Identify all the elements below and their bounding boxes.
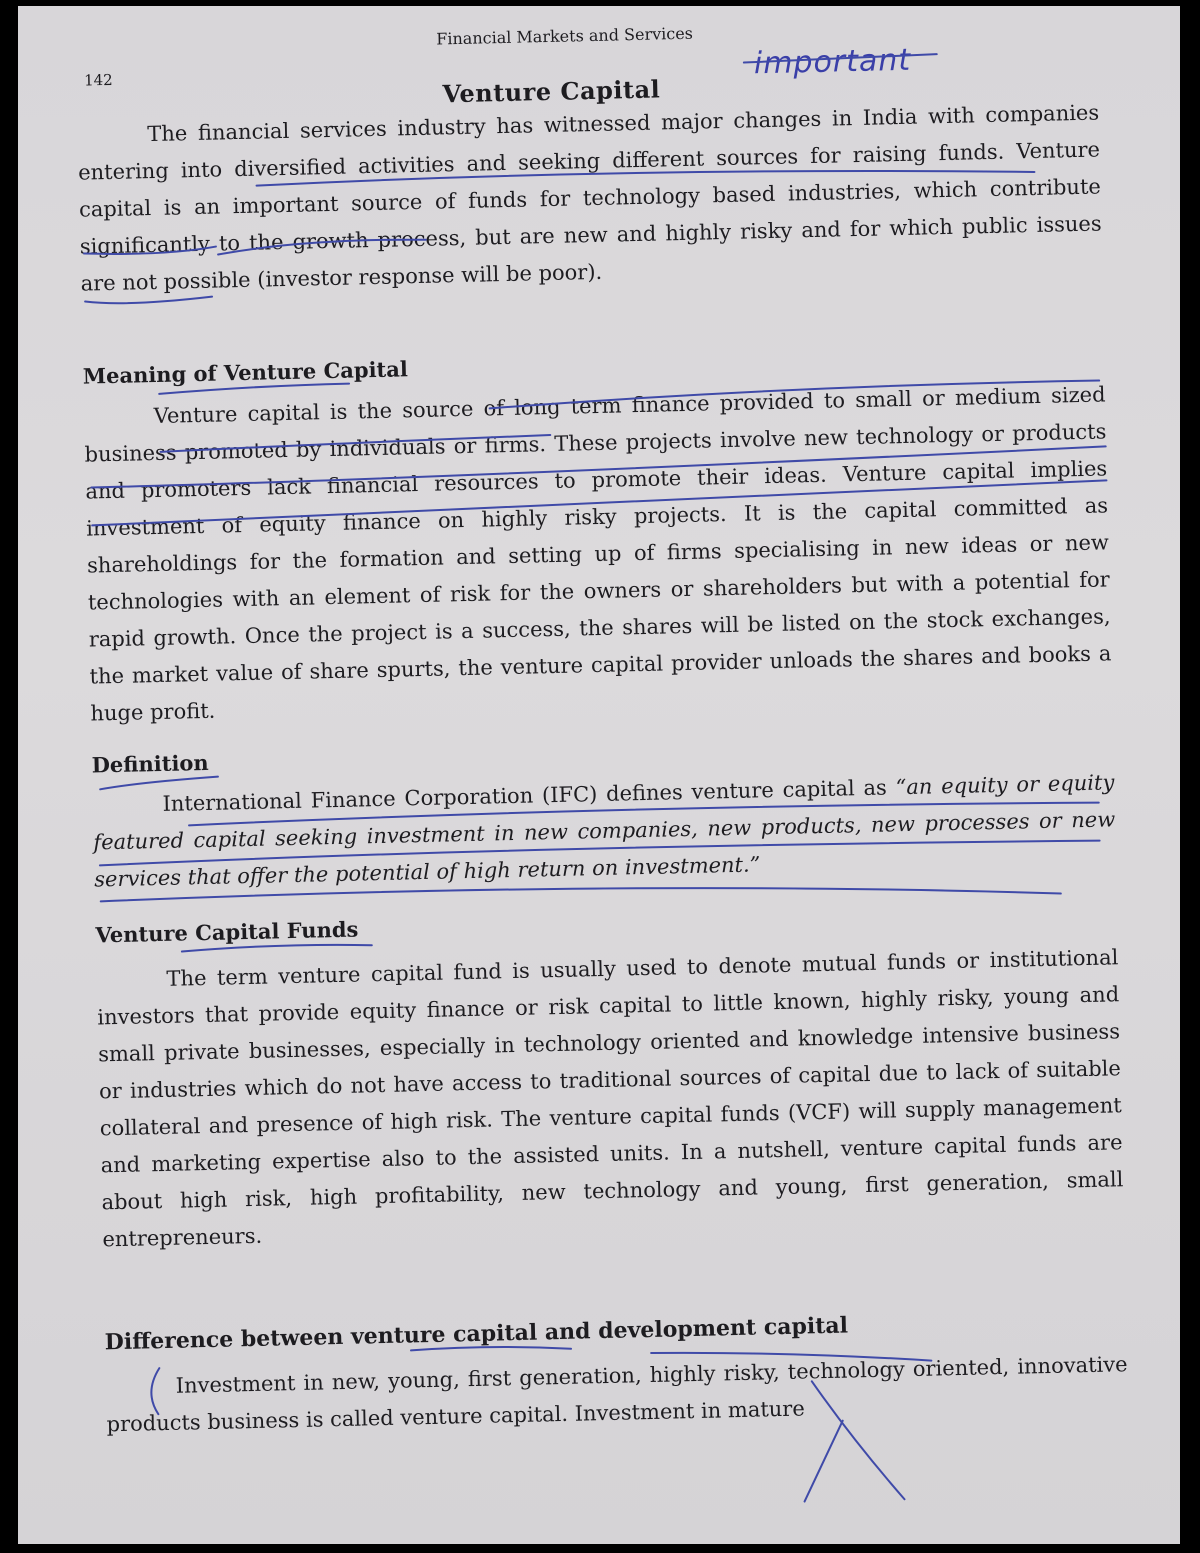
heading-meaning: Meaning of Venture Capital — [82, 356, 409, 389]
intro-paragraph: The financial services industry has witnessed major changes in India with companies entering into diversified activities and seeking different sources for raising funds. Venture capital is an important source of funds for technology based industries, which contribute significantly to the growth process, but are new and highly risky and for which public issues are not possible (investor response will be poor). — [77, 100, 1102, 296]
heading-difference: Difference between venture capital and development capital — [104, 1312, 849, 1356]
page-number: 142 — [83, 70, 113, 90]
definition-quote: “an equity or equity featured capital seeking investment in new companies, new products, new processes or new services that offer the potential of high return on investment.” — [93, 770, 1116, 892]
difference-paragraph: Investment in new, young, first generation, highly risky, technology oriented, innovative products business is called venture capital. Investment in mature — [106, 1352, 1128, 1437]
page-content — [18, 6, 1180, 1544]
handwritten-note: important — [753, 42, 912, 82]
document-page — [18, 6, 1180, 1544]
definition-lead: International Finance Corporation (IFC) defines venture capital as — [162, 775, 896, 816]
meaning-paragraph: Venture capital is the source of long term finance provided to small or medium sized business promoted by individuals or firms. These projects involve new technology or products and promoters lack financial resources to promote their ideas. Venture capital implies investment of equity finance on highly risky projects. It is the capital committed as shareholdings for the formation and setting up of firms specialising in new ideas or new technologies with an element of risk for the owners or shareholders but with a potential for rapid growth. Once the project is a success, the shares will be listed on the stock exchanges, the market value of share spurts, the venture capital provider unloads the shares and books a huge profit. — [84, 382, 1112, 726]
heading-funds: Venture Capital Funds — [95, 916, 359, 948]
page-title: Venture Capital — [442, 74, 661, 109]
funds-paragraph: The term venture capital fund is usually used to denote mutual funds or institutional investors that provide equity finance or risk capital to little known, highly risky, young and small private businesses, especially in technology oriented and knowledge intensive business or industries which do not have access to traditional sources of capital due to lack of suitable collateral and presence of high risk. The venture capital funds (VCF) will supply management and marketing expertise also to the assisted units. In a nutshell, venture capital funds are about high risk, high profitability, new technology and young, first generation, small entrepreneurs. — [97, 945, 1124, 1252]
heading-definition: Definition — [91, 749, 209, 778]
ink-cross — [803, 1421, 845, 1502]
running-head: Financial Markets and Services — [436, 23, 694, 49]
definition-paragraph — [92, 764, 1116, 898]
